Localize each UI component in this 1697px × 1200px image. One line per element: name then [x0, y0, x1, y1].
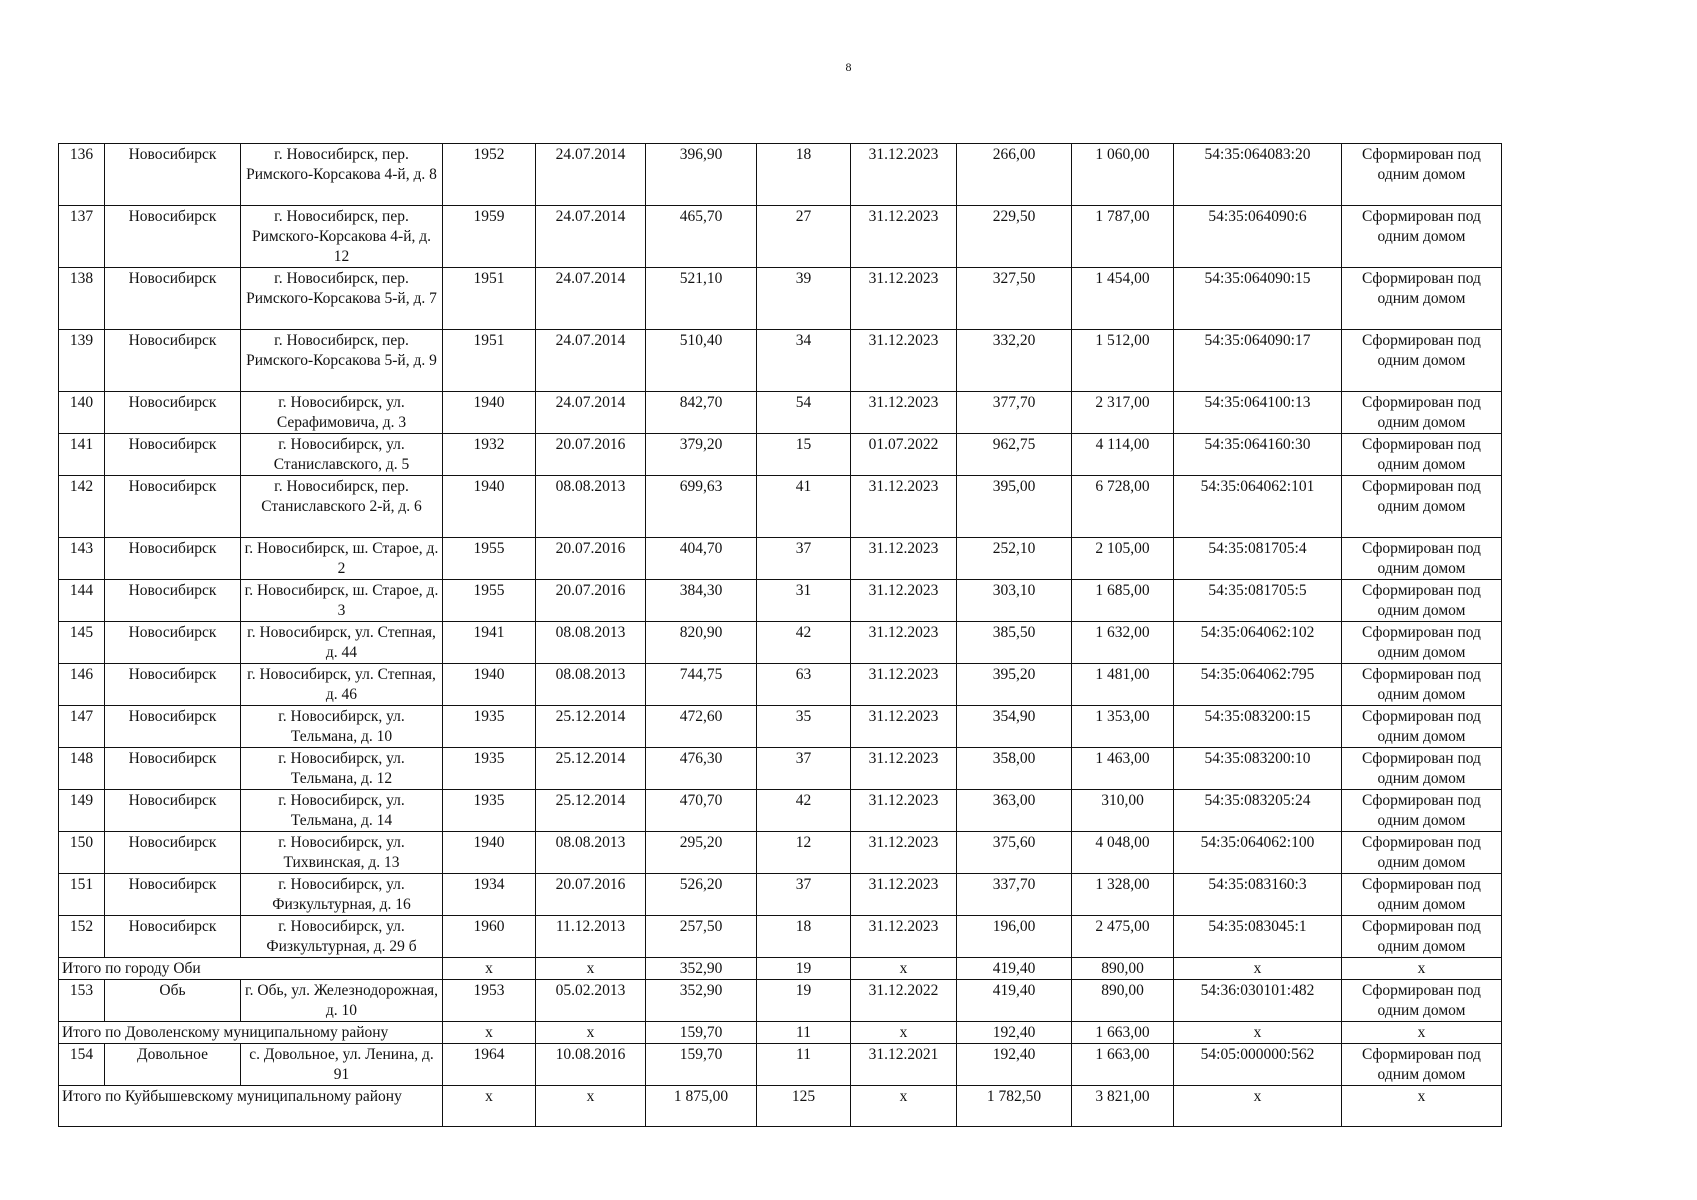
value-a-cell: 196,00 [957, 916, 1072, 958]
row-number-cell: 144 [59, 580, 105, 622]
settlement-cell: Новосибирск [105, 664, 241, 706]
land-status-cell: Сформирован под одним домом [1342, 538, 1502, 580]
deadline-cell: х [851, 1022, 957, 1044]
table-row [59, 434, 1502, 476]
area-cell: 159,70 [646, 1044, 757, 1086]
date-cell: 08.08.2013 [536, 664, 646, 706]
value-b-cell: 1 685,00 [1072, 580, 1174, 622]
value-b-cell: 2 475,00 [1072, 916, 1174, 958]
row-number-cell: 146 [59, 664, 105, 706]
row-number-cell: 152 [59, 916, 105, 958]
total-label-cell: Итого по городу Оби [59, 958, 443, 980]
area-cell: 470,70 [646, 790, 757, 832]
row-number-cell: 142 [59, 476, 105, 538]
residents-cell: 34 [757, 330, 851, 392]
table-row [59, 476, 1502, 538]
value-a-cell: 327,50 [957, 268, 1072, 330]
settlement-cell: Новосибирск [105, 206, 241, 268]
table-row [59, 268, 1502, 330]
residents-cell: 12 [757, 832, 851, 874]
area-cell: 465,70 [646, 206, 757, 268]
value-a-cell: 358,00 [957, 748, 1072, 790]
deadline-cell: 31.12.2023 [851, 330, 957, 392]
deadline-cell: 31.12.2023 [851, 748, 957, 790]
value-b-cell: 4 114,00 [1072, 434, 1174, 476]
value-b-cell: 310,00 [1072, 790, 1174, 832]
deadline-cell: 01.07.2022 [851, 434, 957, 476]
land-status-cell: х [1342, 958, 1502, 980]
year-built-cell: 1934 [443, 874, 536, 916]
date-cell: 08.08.2013 [536, 622, 646, 664]
value-a-cell: 377,70 [957, 392, 1072, 434]
row-number-cell: 153 [59, 980, 105, 1022]
address-cell: г. Новосибирск, ул. Физкультурная, д. 29 б [241, 916, 443, 958]
value-b-cell: 1 787,00 [1072, 206, 1174, 268]
residents-cell: 35 [757, 706, 851, 748]
land-status-cell: Сформирован под одним домом [1342, 664, 1502, 706]
date-cell: 10.08.2016 [536, 1044, 646, 1086]
area-cell: 257,50 [646, 916, 757, 958]
value-b-cell: 1 663,00 [1072, 1022, 1174, 1044]
address-cell: г. Новосибирск, пер. Станиславского 2-й, д. 6 [241, 476, 443, 538]
table-row [59, 664, 1502, 706]
value-b-cell: 6 728,00 [1072, 476, 1174, 538]
register-table [58, 143, 1502, 1127]
deadline-cell: 31.12.2023 [851, 476, 957, 538]
table-row [59, 790, 1502, 832]
date-cell: 25.12.2014 [536, 790, 646, 832]
residents-cell: 42 [757, 790, 851, 832]
date-cell: 24.07.2014 [536, 206, 646, 268]
cadastral-number-cell: 54:35:064062:101 [1174, 476, 1342, 538]
row-number-cell: 147 [59, 706, 105, 748]
area-cell: 159,70 [646, 1022, 757, 1044]
year-built-cell: 1951 [443, 330, 536, 392]
land-status-cell: Сформирован под одним домом [1342, 832, 1502, 874]
settlement-cell: Новосибирск [105, 790, 241, 832]
settlement-cell: Новосибирск [105, 144, 241, 206]
land-status-cell: Сформирован под одним домом [1342, 580, 1502, 622]
residents-cell: 37 [757, 538, 851, 580]
value-a-cell: 1 782,50 [957, 1086, 1072, 1127]
address-cell: г. Новосибирск, пер. Римского-Корсакова 4-й, д. 8 [241, 144, 443, 206]
table-row [59, 980, 1502, 1022]
total-row [59, 1022, 1502, 1044]
deadline-cell: 31.12.2023 [851, 538, 957, 580]
cadastral-number-cell: 54:35:064090:6 [1174, 206, 1342, 268]
year-built-cell: 1952 [443, 144, 536, 206]
residents-cell: 54 [757, 392, 851, 434]
date-cell: 24.07.2014 [536, 392, 646, 434]
value-a-cell: 192,40 [957, 1022, 1072, 1044]
area-cell: 472,60 [646, 706, 757, 748]
residents-cell: 19 [757, 980, 851, 1022]
table-row [59, 1044, 1502, 1086]
residents-cell: 41 [757, 476, 851, 538]
year-built-cell: х [443, 1022, 536, 1044]
area-cell: 510,40 [646, 330, 757, 392]
table-body [59, 144, 1502, 1127]
value-b-cell: 890,00 [1072, 958, 1174, 980]
table-row [59, 622, 1502, 664]
value-a-cell: 419,40 [957, 958, 1072, 980]
deadline-cell: х [851, 1086, 957, 1127]
land-status-cell: Сформирован под одним домом [1342, 790, 1502, 832]
residents-cell: 19 [757, 958, 851, 980]
table-row [59, 580, 1502, 622]
cadastral-number-cell: 54:35:081705:5 [1174, 580, 1342, 622]
land-status-cell: Сформирован под одним домом [1342, 874, 1502, 916]
deadline-cell: 31.12.2023 [851, 580, 957, 622]
year-built-cell: 1940 [443, 476, 536, 538]
value-b-cell: 1 060,00 [1072, 144, 1174, 206]
year-built-cell: 1951 [443, 268, 536, 330]
date-cell: х [536, 1022, 646, 1044]
address-cell: г. Новосибирск, пер. Римского-Корсакова 5-й, д. 7 [241, 268, 443, 330]
row-number-cell: 143 [59, 538, 105, 580]
cadastral-number-cell: х [1174, 958, 1342, 980]
residents-cell: 27 [757, 206, 851, 268]
address-cell: г. Новосибирск, ул. Серафимовича, д. 3 [241, 392, 443, 434]
date-cell: 24.07.2014 [536, 268, 646, 330]
year-built-cell: 1940 [443, 832, 536, 874]
deadline-cell: 31.12.2023 [851, 206, 957, 268]
date-cell: 05.02.2013 [536, 980, 646, 1022]
row-number-cell: 136 [59, 144, 105, 206]
land-status-cell: Сформирован под одним домом [1342, 622, 1502, 664]
value-a-cell: 363,00 [957, 790, 1072, 832]
table-row [59, 144, 1502, 206]
address-cell: г. Новосибирск, ул. Степная, д. 46 [241, 664, 443, 706]
date-cell: х [536, 958, 646, 980]
table-row [59, 706, 1502, 748]
date-cell: 25.12.2014 [536, 748, 646, 790]
address-cell: г. Новосибирск, ш. Старое, д. 3 [241, 580, 443, 622]
total-row [59, 1086, 1502, 1127]
settlement-cell: Новосибирск [105, 330, 241, 392]
value-b-cell: 1 663,00 [1072, 1044, 1174, 1086]
area-cell: 820,90 [646, 622, 757, 664]
value-b-cell: 2 105,00 [1072, 538, 1174, 580]
year-built-cell: 1935 [443, 748, 536, 790]
cadastral-number-cell: 54:35:081705:4 [1174, 538, 1342, 580]
area-cell: 521,10 [646, 268, 757, 330]
land-status-cell: Сформирован под одним домом [1342, 980, 1502, 1022]
area-cell: 699,63 [646, 476, 757, 538]
land-status-cell: Сформирован под одним домом [1342, 392, 1502, 434]
land-status-cell: Сформирован под одним домом [1342, 144, 1502, 206]
land-status-cell: Сформирован под одним домом [1342, 476, 1502, 538]
residents-cell: 37 [757, 748, 851, 790]
settlement-cell: Новосибирск [105, 434, 241, 476]
area-cell: 1 875,00 [646, 1086, 757, 1127]
value-a-cell: 375,60 [957, 832, 1072, 874]
value-b-cell: 890,00 [1072, 980, 1174, 1022]
deadline-cell: 31.12.2023 [851, 874, 957, 916]
value-b-cell: 3 821,00 [1072, 1086, 1174, 1127]
table-row [59, 392, 1502, 434]
cadastral-number-cell: 54:35:064083:20 [1174, 144, 1342, 206]
cadastral-number-cell: 54:35:064100:13 [1174, 392, 1342, 434]
settlement-cell: Новосибирск [105, 916, 241, 958]
total-label-cell: Итого по Доволенскому муниципальному району [59, 1022, 443, 1044]
settlement-cell: Новосибирск [105, 748, 241, 790]
address-cell: г. Новосибирск, ул. Физкультурная, д. 16 [241, 874, 443, 916]
year-built-cell: 1935 [443, 790, 536, 832]
date-cell: 20.07.2016 [536, 434, 646, 476]
value-a-cell: 266,00 [957, 144, 1072, 206]
date-cell: 08.08.2013 [536, 476, 646, 538]
row-number-cell: 145 [59, 622, 105, 664]
row-number-cell: 148 [59, 748, 105, 790]
cadastral-number-cell: 54:35:064090:17 [1174, 330, 1342, 392]
value-b-cell: 1 481,00 [1072, 664, 1174, 706]
table-row [59, 330, 1502, 392]
residents-cell: 11 [757, 1044, 851, 1086]
settlement-cell: Довольное [105, 1044, 241, 1086]
land-status-cell: Сформирован под одним домом [1342, 434, 1502, 476]
year-built-cell: х [443, 958, 536, 980]
value-a-cell: 354,90 [957, 706, 1072, 748]
deadline-cell: 31.12.2023 [851, 706, 957, 748]
date-cell: 25.12.2014 [536, 706, 646, 748]
area-cell: 526,20 [646, 874, 757, 916]
deadline-cell: 31.12.2023 [851, 790, 957, 832]
cadastral-number-cell: 54:35:064090:15 [1174, 268, 1342, 330]
year-built-cell: 1955 [443, 538, 536, 580]
deadline-cell: 31.12.2023 [851, 144, 957, 206]
residents-cell: 11 [757, 1022, 851, 1044]
deadline-cell: 31.12.2023 [851, 832, 957, 874]
settlement-cell: Новосибирск [105, 538, 241, 580]
settlement-cell: Обь [105, 980, 241, 1022]
land-status-cell: Сформирован под одним домом [1342, 268, 1502, 330]
area-cell: 476,30 [646, 748, 757, 790]
row-number-cell: 154 [59, 1044, 105, 1086]
settlement-cell: Новосибирск [105, 580, 241, 622]
address-cell: г. Новосибирск, ул. Степная, д. 44 [241, 622, 443, 664]
page-number: 8 [845, 60, 852, 74]
table-row [59, 832, 1502, 874]
land-status-cell: Сформирован под одним домом [1342, 748, 1502, 790]
address-cell: г. Новосибирск, ш. Старое, д. 2 [241, 538, 443, 580]
cadastral-number-cell: 54:35:083200:15 [1174, 706, 1342, 748]
settlement-cell: Новосибирск [105, 706, 241, 748]
value-a-cell: 252,10 [957, 538, 1072, 580]
table-row [59, 874, 1502, 916]
value-b-cell: 1 328,00 [1072, 874, 1174, 916]
date-cell: 20.07.2016 [536, 538, 646, 580]
settlement-cell: Новосибирск [105, 832, 241, 874]
row-number-cell: 137 [59, 206, 105, 268]
address-cell: г. Новосибирск, пер. Римского-Корсакова 5-й, д. 9 [241, 330, 443, 392]
date-cell: 20.07.2016 [536, 874, 646, 916]
address-cell: г. Новосибирск, ул. Тельмана, д. 10 [241, 706, 443, 748]
area-cell: 352,90 [646, 980, 757, 1022]
row-number-cell: 140 [59, 392, 105, 434]
area-cell: 404,70 [646, 538, 757, 580]
year-built-cell: 1940 [443, 664, 536, 706]
year-built-cell: 1955 [443, 580, 536, 622]
land-status-cell: х [1342, 1086, 1502, 1127]
settlement-cell: Новосибирск [105, 392, 241, 434]
residents-cell: 15 [757, 434, 851, 476]
date-cell: 20.07.2016 [536, 580, 646, 622]
cadastral-number-cell: 54:35:064062:100 [1174, 832, 1342, 874]
year-built-cell: 1960 [443, 916, 536, 958]
residents-cell: 37 [757, 874, 851, 916]
value-b-cell: 1 512,00 [1072, 330, 1174, 392]
year-built-cell: 1940 [443, 392, 536, 434]
residents-cell: 18 [757, 144, 851, 206]
settlement-cell: Новосибирск [105, 874, 241, 916]
deadline-cell: х [851, 958, 957, 980]
deadline-cell: 31.12.2021 [851, 1044, 957, 1086]
year-built-cell: 1959 [443, 206, 536, 268]
year-built-cell: х [443, 1086, 536, 1127]
value-a-cell: 192,40 [957, 1044, 1072, 1086]
date-cell: 08.08.2013 [536, 832, 646, 874]
date-cell: 24.07.2014 [536, 144, 646, 206]
deadline-cell: 31.12.2023 [851, 392, 957, 434]
value-a-cell: 419,40 [957, 980, 1072, 1022]
cadastral-number-cell: 54:35:083200:10 [1174, 748, 1342, 790]
address-cell: г. Новосибирск, пер. Римского-Корсакова 4-й, д. 12 [241, 206, 443, 268]
settlement-cell: Новосибирск [105, 622, 241, 664]
settlement-cell: Новосибирск [105, 268, 241, 330]
land-status-cell: Сформирован под одним домом [1342, 330, 1502, 392]
table-row [59, 916, 1502, 958]
address-cell: г. Новосибирск, ул. Тихвинская, д. 13 [241, 832, 443, 874]
total-label-cell: Итого по Куйбышевскому муниципальному району [59, 1086, 443, 1127]
row-number-cell: 139 [59, 330, 105, 392]
address-cell: г. Новосибирск, ул. Тельмана, д. 12 [241, 748, 443, 790]
land-status-cell: Сформирован под одним домом [1342, 1044, 1502, 1086]
area-cell: 396,90 [646, 144, 757, 206]
value-a-cell: 395,20 [957, 664, 1072, 706]
address-cell: г. Новосибирск, ул. Тельмана, д. 14 [241, 790, 443, 832]
year-built-cell: 1935 [443, 706, 536, 748]
value-a-cell: 385,50 [957, 622, 1072, 664]
area-cell: 384,30 [646, 580, 757, 622]
row-number-cell: 151 [59, 874, 105, 916]
value-b-cell: 1 632,00 [1072, 622, 1174, 664]
date-cell: х [536, 1086, 646, 1127]
residents-cell: 39 [757, 268, 851, 330]
address-cell: г. Обь, ул. Железнодорожная, д. 10 [241, 980, 443, 1022]
year-built-cell: 1953 [443, 980, 536, 1022]
row-number-cell: 141 [59, 434, 105, 476]
area-cell: 352,90 [646, 958, 757, 980]
year-built-cell: 1932 [443, 434, 536, 476]
land-status-cell: Сформирован под одним домом [1342, 916, 1502, 958]
deadline-cell: 31.12.2022 [851, 980, 957, 1022]
row-number-cell: 149 [59, 790, 105, 832]
value-a-cell: 337,70 [957, 874, 1072, 916]
cadastral-number-cell: 54:35:064062:795 [1174, 664, 1342, 706]
cadastral-number-cell: 54:36:030101:482 [1174, 980, 1342, 1022]
value-a-cell: 332,20 [957, 330, 1072, 392]
residents-cell: 31 [757, 580, 851, 622]
row-number-cell: 138 [59, 268, 105, 330]
cadastral-number-cell: 54:35:083205:24 [1174, 790, 1342, 832]
value-b-cell: 1 353,00 [1072, 706, 1174, 748]
deadline-cell: 31.12.2023 [851, 664, 957, 706]
address-cell: с. Довольное, ул. Ленина, д. 91 [241, 1044, 443, 1086]
residents-cell: 125 [757, 1086, 851, 1127]
date-cell: 11.12.2013 [536, 916, 646, 958]
value-a-cell: 229,50 [957, 206, 1072, 268]
value-b-cell: 1 454,00 [1072, 268, 1174, 330]
cadastral-number-cell: 54:05:000000:562 [1174, 1044, 1342, 1086]
area-cell: 379,20 [646, 434, 757, 476]
value-a-cell: 962,75 [957, 434, 1072, 476]
value-b-cell: 4 048,00 [1072, 832, 1174, 874]
cadastral-number-cell: х [1174, 1022, 1342, 1044]
total-row [59, 958, 1502, 980]
value-a-cell: 395,00 [957, 476, 1072, 538]
cadastral-number-cell: 54:35:064160:30 [1174, 434, 1342, 476]
date-cell: 24.07.2014 [536, 330, 646, 392]
value-b-cell: 1 463,00 [1072, 748, 1174, 790]
deadline-cell: 31.12.2023 [851, 916, 957, 958]
deadline-cell: 31.12.2023 [851, 268, 957, 330]
row-number-cell: 150 [59, 832, 105, 874]
deadline-cell: 31.12.2023 [851, 622, 957, 664]
land-status-cell: Сформирован под одним домом [1342, 706, 1502, 748]
area-cell: 842,70 [646, 392, 757, 434]
address-cell: г. Новосибирск, ул. Станиславского, д. 5 [241, 434, 443, 476]
year-built-cell: 1964 [443, 1044, 536, 1086]
cadastral-number-cell: 54:35:083160:3 [1174, 874, 1342, 916]
area-cell: 744,75 [646, 664, 757, 706]
value-b-cell: 2 317,00 [1072, 392, 1174, 434]
land-status-cell: х [1342, 1022, 1502, 1044]
cadastral-number-cell: 54:35:064062:102 [1174, 622, 1342, 664]
value-a-cell: 303,10 [957, 580, 1072, 622]
residents-cell: 42 [757, 622, 851, 664]
table-row [59, 206, 1502, 268]
year-built-cell: 1941 [443, 622, 536, 664]
table-row [59, 748, 1502, 790]
cadastral-number-cell: х [1174, 1086, 1342, 1127]
cadastral-number-cell: 54:35:083045:1 [1174, 916, 1342, 958]
land-status-cell: Сформирован под одним домом [1342, 206, 1502, 268]
table-row [59, 538, 1502, 580]
settlement-cell: Новосибирск [105, 476, 241, 538]
residents-cell: 63 [757, 664, 851, 706]
area-cell: 295,20 [646, 832, 757, 874]
residents-cell: 18 [757, 916, 851, 958]
